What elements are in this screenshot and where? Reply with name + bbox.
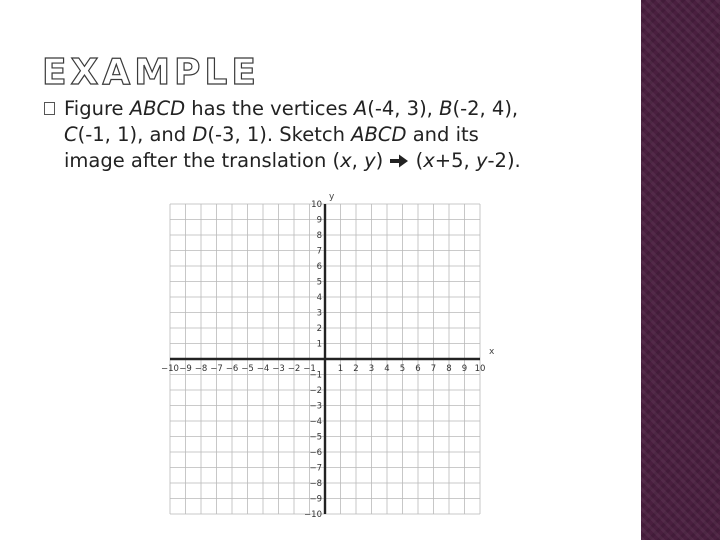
y-tick-label: −6 [309, 448, 322, 458]
x-tick-label: 8 [446, 364, 452, 374]
x-tick-label: −3 [272, 364, 285, 374]
y-tick-label: −7 [309, 463, 322, 474]
x-tick-label: 1 [337, 364, 344, 374]
x-tick-label: −9 [179, 364, 192, 374]
x-tick-label: −6 [225, 364, 239, 374]
y-tick-label: 6 [316, 262, 322, 272]
y-tick-label: −5 [309, 432, 322, 443]
x-tick-label: 2 [353, 364, 359, 374]
y-tick-label: 2 [316, 324, 322, 334]
y-tick-label: −4 [309, 417, 322, 427]
slide-title [40, 46, 260, 93]
problem-line-1: Figure ABCD has the vertices A(-4, 3), B(-2, 4), [64, 97, 519, 120]
y-tick-label: −9 [309, 494, 322, 505]
x-axis-label: x [489, 347, 495, 357]
x-tick-label: −5 [241, 364, 254, 374]
y-tick-label: 1 [316, 339, 322, 350]
x-tick-label: −10 [161, 364, 179, 374]
bullet-item [44, 96, 634, 174]
x-tick-label: −2 [287, 364, 301, 374]
x-tick-label: −8 [194, 364, 208, 374]
x-tick-label: −1 [303, 364, 316, 374]
y-axis-label: y [329, 192, 335, 202]
y-tick-label: 8 [316, 231, 322, 241]
x-tick-label: 5 [399, 364, 406, 374]
x-tick-label: 7 [430, 364, 437, 374]
right-arrow-icon [389, 153, 409, 169]
y-tick-label: −10 [304, 510, 322, 520]
coordinate-grid [160, 190, 510, 530]
y-tick-label: 10 [311, 200, 322, 210]
slide-title-text: EXAMPLE [42, 52, 260, 93]
x-tick-label: 6 [415, 364, 421, 374]
x-tick-label: 3 [368, 364, 375, 374]
y-tick-label: −1 [309, 370, 322, 381]
decorative-sidebar [641, 0, 720, 540]
y-tick-label: 5 [316, 277, 322, 288]
x-tick-label: −4 [256, 364, 270, 374]
y-tick-label: 4 [316, 293, 322, 303]
y-tick-label: −2 [309, 386, 322, 396]
x-tick-label: 4 [384, 364, 390, 374]
y-tick-label: 7 [316, 246, 322, 257]
problem-line-3: image after the translation (x, y) (x+5, y-2). [64, 149, 521, 172]
x-tick-label: −7 [210, 364, 223, 374]
y-tick-label: 9 [316, 215, 322, 226]
y-tick-label: −8 [309, 479, 322, 489]
y-tick-label: −3 [309, 401, 322, 412]
problem-line-2: C(-1, 1), and D(-3, 1). Sketch ABCD and its [64, 123, 479, 146]
y-tick-label: 3 [316, 308, 322, 319]
problem-text [44, 96, 634, 174]
x-tick-label: 9 [461, 364, 468, 374]
x-tick-label: 10 [474, 364, 486, 374]
checkbox-bullet-icon [44, 102, 55, 115]
